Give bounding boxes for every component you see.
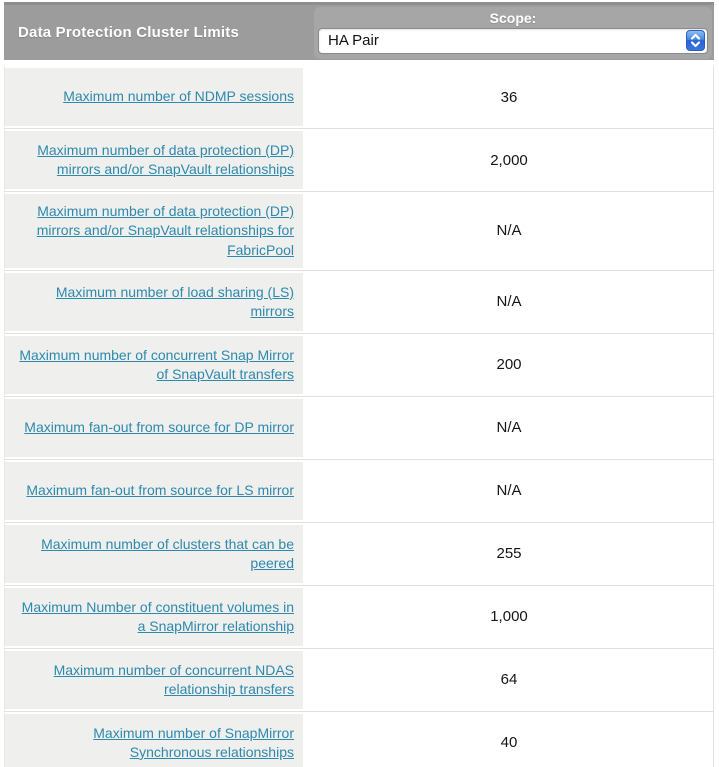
limit-value: 1,000 — [305, 586, 714, 648]
scope-group — [314, 7, 712, 59]
limit-link[interactable]: Maximum number of data protection (DP) mirrors and/or SnapVault relationships for FabricPool — [36, 203, 294, 258]
limit-link[interactable]: Maximum fan-out from source for DP mirror — [24, 419, 294, 436]
up-down-stepper-icon[interactable] — [686, 30, 705, 51]
limit-value: 2,000 — [305, 129, 714, 191]
limit-value: N/A — [305, 271, 714, 333]
page-title: Data Protection Cluster Limits — [18, 24, 240, 41]
limit-value: N/A — [305, 192, 714, 270]
limit-value: 200 — [305, 334, 714, 396]
table-row — [4, 585, 714, 648]
table-row — [4, 270, 714, 333]
limit-link[interactable]: Maximum Number of constituent volumes in a SnapMirror relationship — [21, 598, 294, 634]
limit-link[interactable]: Maximum number of concurrent Snap Mirror of SnapVault transfers — [19, 346, 294, 382]
limits-table — [4, 2, 714, 767]
table-row — [4, 128, 714, 191]
scope-select[interactable] — [318, 28, 708, 54]
limit-link[interactable]: Maximum fan-out from source for LS mirror — [26, 482, 294, 499]
limit-value: 255 — [305, 523, 714, 585]
limit-link[interactable]: Maximum number of NDMP sessions — [63, 88, 294, 105]
table-row — [4, 396, 714, 459]
limit-link[interactable]: Maximum number of concurrent NDAS relationship transfers — [53, 661, 294, 697]
table-header — [4, 2, 714, 60]
limit-value: N/A — [305, 397, 714, 459]
table-row — [4, 522, 714, 585]
limit-value: 40 — [305, 712, 714, 767]
scope-label: Scope: — [489, 9, 537, 26]
table-row — [4, 66, 714, 128]
scope-select-value: HA Pair — [328, 32, 379, 49]
limits-rows — [4, 66, 714, 767]
limit-value: 36 — [305, 66, 714, 128]
limit-link[interactable]: Maximum number of clusters that can be peered — [41, 535, 294, 571]
limit-link[interactable]: Maximum number of load sharing (LS) mirrors — [55, 283, 294, 319]
limit-value: 64 — [305, 649, 714, 711]
limit-value: N/A — [305, 460, 714, 522]
table-row — [4, 711, 714, 767]
limit-link[interactable]: Maximum number of data protection (DP) mirrors and/or SnapVault relationships — [37, 141, 294, 177]
table-row — [4, 333, 714, 396]
table-row — [4, 459, 714, 522]
limit-link[interactable]: Maximum number of SnapMirror Synchronous relationships — [93, 724, 294, 760]
table-row — [4, 191, 714, 270]
table-row — [4, 648, 714, 711]
